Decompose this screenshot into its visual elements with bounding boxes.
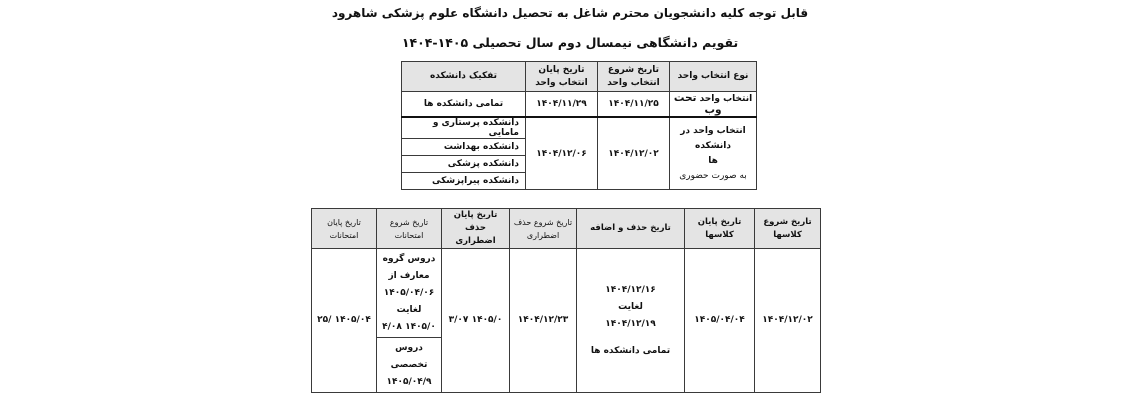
exam-general-line1: دروس گروه [382,253,436,264]
emergency-end-date: ۱۴۰۵/۰ ۳/۰۷ [442,249,510,393]
header-selection-type: نوع انتخاب واحد [670,62,757,92]
semester-dates-table [311,208,821,393]
in-person-line1: انتخاب واحد در دانشکده [680,125,746,151]
exam-specialized-line1: دروس [395,342,423,353]
class-end-date: ۱۴۰۵/۰۴/۰۴ [685,249,755,393]
header-emergency-end: تاریخ پایان حذف اضطراری [442,209,510,249]
exam-general-line3: ۱۴۰۵/۰۴/۰۶ [383,287,435,298]
announcement-title: قابل توجه کلیه دانشجویان محترم شاغل به تحصیل دانشگاه علوم پزشکی شاهرود [331,6,809,20]
header-exam-start: تاریخ شروع امتحانات [377,209,442,249]
web-faculty: تمامی دانشکده ها [402,92,526,118]
class-start-date: ۱۴۰۴/۱۲/۰۲ [755,249,821,393]
header-faculty: تفکیک دانشکده [402,62,526,92]
add-drop-until: لغایت [618,301,643,312]
web-start-date: ۱۴۰۴/۱۱/۲۵ [598,92,670,118]
header-emergency-start: تاریخ شروع حذف اضطراری [510,209,577,249]
exam-general-line4: لغایت [396,304,422,315]
faculty-paramedical: دانشکده پیراپزشکی [402,173,526,190]
faculty-medicine: دانشکده پزشکی [402,156,526,173]
add-drop-faculty: تمامی دانشکده ها [590,345,671,356]
exam-start-specialized-courses [377,338,442,393]
add-drop-from: ۱۴۰۴/۱۲/۱۶ [605,284,656,295]
in-person-end-date: ۱۴۰۴/۱۲/۰۶ [526,117,598,190]
selection-type-web [670,92,757,118]
exam-start-general-courses [377,249,442,338]
add-drop-to: ۱۴۰۴/۱۲/۱۹ [605,318,656,329]
calendar-title: تقویم دانشگاهی نیمسال دوم سال تحصیلی ۱۴۰۵-۱۴۰۴ [401,35,739,50]
header-class-end: تاریخ پایان کلاسها [685,209,755,249]
exam-specialized-line3: ۱۴۰۵/۰۴/۹ [386,376,432,387]
in-person-line2: ها [708,155,718,166]
faculty-health: دانشکده بهداشت [402,139,526,156]
header-exam-end: تاریخ پایان امتحانات [312,209,377,249]
faculty-nursing: دانشکده پرستاری و مامایی [402,117,526,139]
exam-general-line2: معارف از [388,270,430,281]
exam-specialized-line2: تخصصی [390,359,428,370]
selection-type-main: تحت وب [673,92,722,116]
header-class-start: تاریخ شروع کلاسها [755,209,821,249]
exam-general-line5: ۱۴۰۵/۰ ۴/۰۸ [382,321,436,332]
in-person-line3: به صورت حضوری [679,170,747,181]
add-drop-dates [577,249,685,393]
emergency-start-date: ۱۴۰۴/۱۲/۲۳ [510,249,577,393]
selection-type-in-person [670,117,757,190]
header-add-drop: تاریخ حذف و اضافه [577,209,685,249]
selection-type-prefix: انتخاب واحد [699,94,753,104]
course-selection-table [401,61,757,190]
in-person-start-date: ۱۴۰۴/۱۲/۰۲ [598,117,670,190]
exam-end-date: ۱۴۰۵/۰۴ /۲۵ [312,249,377,393]
web-end-date: ۱۴۰۴/۱۱/۲۹ [526,92,598,118]
header-selection-end: تاریخ پایان انتخاب واحد [526,62,598,92]
header-selection-start: تاریخ شروع انتخاب واحد [598,62,670,92]
